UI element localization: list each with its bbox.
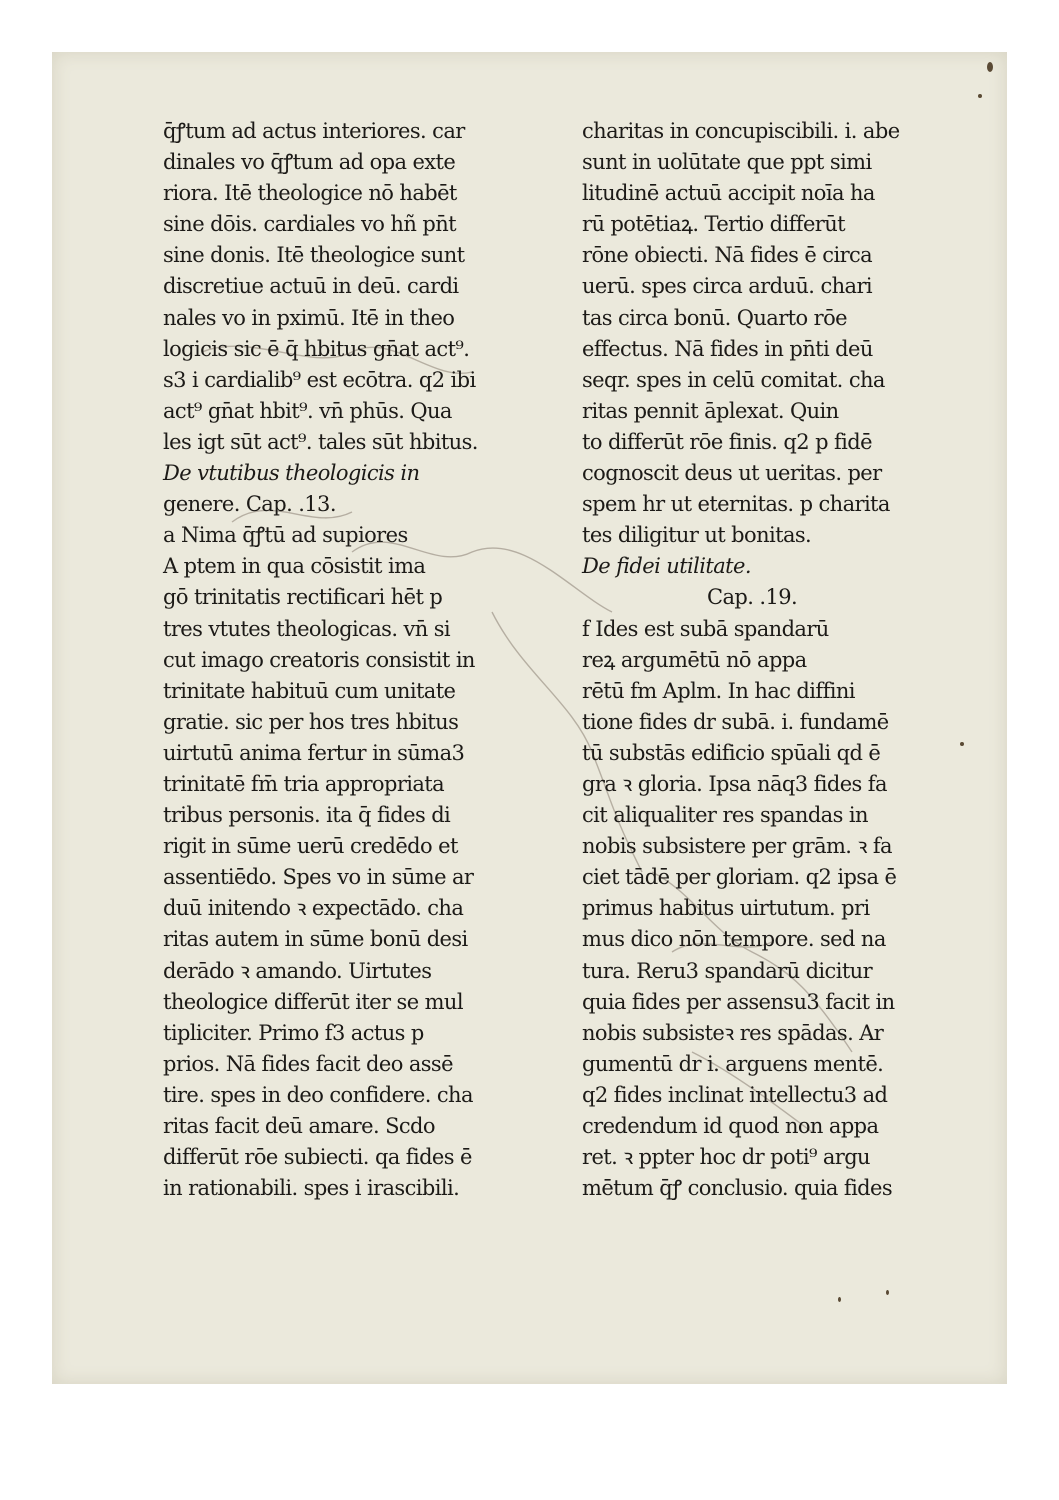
text-line: A ptem in qua cōsistit ima [163,554,426,579]
text-line: act⁹ gn̄at hbit⁹. vn̄ phūs. Qua [163,398,452,423]
ink-spot [960,742,964,746]
text-line: seqr. spes in celū comitat. cha [582,367,885,392]
chapter-label: Cap. .19. [707,585,798,610]
text-line: tire. spes in deo confidere. cha [163,1082,473,1107]
text-line: s3 i cardialib⁹ est ecōtra. q2 ibi [163,367,476,392]
text-line: effectus. Nā fides in pn̄ti deū [582,336,873,361]
text-line: charitas in concupiscibili. i. abe [582,119,900,143]
text-line: tū substās edificio spūali qd ē [582,740,881,765]
text-line: ritas facit deū amare. Scdo [163,1114,435,1138]
text-line: rū potētiaꝝ. Tertio differūt [582,212,846,237]
ink-spot [978,94,982,98]
text-line: spem hr ut eternitas. p charita [582,492,890,517]
text-line: tione fides dr subā. i. fundamē [582,709,889,734]
text-line: riora. Itē theologice nō habēt [163,181,457,206]
text-line: in rationabili. spes i irascibili. [163,1176,460,1201]
text-line: gra ꝛ gloria. Ipsa nāq3 fides fa [582,771,887,796]
text-line: les igt sūt act⁹. tales sūt hbitus. [163,429,478,454]
text-line: gratie. sic per hos tres hbitus [163,709,459,734]
text-line: tes diligitur ut bonitas. [582,523,812,548]
text-line: ritas pennit āplexat. Quin [582,398,839,423]
text-line: reꝝ argumētū nō appa [582,647,807,672]
chapter-label: genere. Cap. .13. [163,492,336,517]
left-text-column [163,116,513,1204]
text-line: sine donis. Itē theologice sunt [163,243,465,268]
text-line: cit aliqualiter res spandas in [582,803,868,828]
text-line: nales vo in pximū. Itē in theo [163,305,455,330]
text-line: tura. Reru3 spandarū dicitur [582,958,873,983]
text-line: q̄ꝭtum ad actus interiores. car [163,119,465,143]
text-line: quia fides per assensu3 facit in [582,989,895,1014]
ink-spot [886,1290,889,1295]
text-line: to differūt rōe finis. q2 p fidē [582,429,872,454]
section-heading: De fidei utilitate. [582,554,751,579]
text-line: sine dōis. cardiales vo hñ pn̄t [163,212,456,237]
text-line: differūt rōe subiecti. qa fides ē [163,1145,472,1170]
text-line: prios. Nā fides facit deo assē [163,1051,453,1076]
text-line: gumentū dr i. arguens mentē. [582,1051,884,1076]
text-line: ritas autem in sūme bonū desi [163,927,468,952]
text-line: tribus personis. ita q̄ fides di [163,803,451,828]
text-line: credendum id quod non appa [582,1114,879,1138]
text-line: cut imago creatoris consistit in [163,647,475,672]
text-line: sunt in uolūtate que ppt simi [582,150,872,175]
text-line: gō trinitatis rectificari hēt p [163,585,443,610]
text-line: derādo ꝛ amando. Uirtutes [163,958,432,983]
text-line: litudinē actuū accipit noīa ha [582,181,875,206]
text-line: cognoscit deus ut ueritas. per [582,461,882,486]
text-line: discretiue actuū in deū. cardi [163,274,459,299]
text-line: primus habitus uirtutum. pri [582,896,870,921]
text-line: tas circa bonū. Quarto rōe [582,305,847,330]
manuscript-page [52,52,1007,1384]
text-line: nobis subsisteꝛ res spādas. Ar [582,1020,884,1045]
text-line: uerū. spes circa arduū. chari [582,274,873,299]
section-heading: De vtutibus theologicis in [163,461,420,486]
text-line: mētum q̄ꝭ conclusio. quia fides [582,1176,893,1201]
ink-spot [838,1297,841,1302]
text-line: trinitate habituū cum unitate [163,678,456,703]
right-text-column [582,116,932,1204]
text-line: tres vtutes theologicas. vn̄ si [163,616,451,641]
text-line: ret. ꝛ ppter hoc dr poti⁹ argu [582,1145,870,1170]
text-line: logicis sic ē q̄ hbitus gn̄at act⁹. [163,336,470,361]
text-line: assentiēdo. Spes vo in sūme ar [163,865,474,890]
text-line: rētū fm Aplm. In hac diffini [582,678,855,703]
ink-spot [987,62,993,72]
text-line: q2 fides inclinat intellectu3 ad [582,1082,888,1107]
text-line: f Ides est subā spandarū [582,616,829,641]
text-line: trinitatē fm̄ tria appropriata [163,771,445,796]
text-line: duū initendo ꝛ expectādo. cha [163,896,464,921]
text-line: mus dico nōn tempore. sed na [582,927,886,952]
text-line: ciet tādē per gloriam. q2 ipsa ē [582,865,897,890]
text-line: a Nima q̄ꝭtū ad supiores [163,523,408,548]
text-line: theologice differūt iter se mul [163,989,463,1014]
text-line: nobis subsistere per grām. ꝛ fa [582,834,892,859]
text-line: tipliciter. Primo f3 actus p [163,1020,424,1045]
text-line: rōne obiecti. Nā fides ē circa [582,243,873,268]
text-line: uirtutū anima fertur in sūma3 [163,740,465,765]
text-line: dinales vo q̄ꝭtum ad opa exte [163,150,456,175]
text-line: rigit in sūme uerū credēdo et [163,834,458,859]
